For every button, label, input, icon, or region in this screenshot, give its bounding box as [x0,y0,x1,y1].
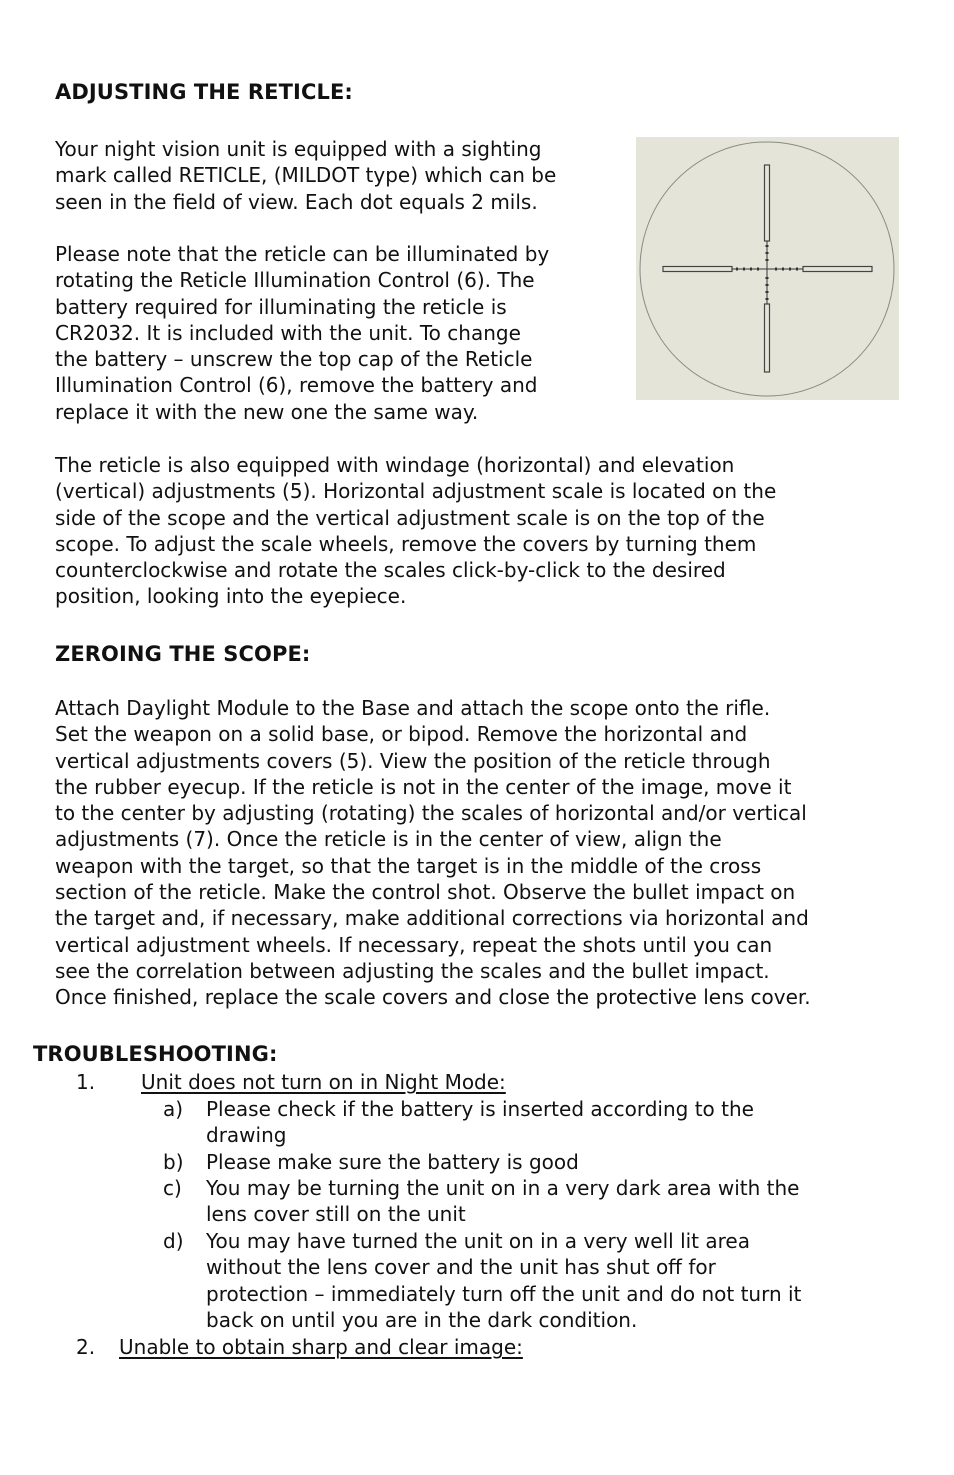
list-item [163,1149,903,1175]
list-item-text: Please make sure the battery is good [206,1150,579,1174]
list-item-text: You may have turned the unit on in a very well lit area without the lens cover and the unit has shut off for protection – immediately turn off the unit and do not turn it back on until you are in the dark condition. [206,1229,802,1332]
list-number: 1. [76,1070,96,1094]
list-number: 2. [76,1335,96,1359]
list-item [163,1228,903,1334]
reticle-crosshair-icon [636,137,899,400]
list-item-text: Please check if the battery is inserted according to the drawing [206,1097,754,1148]
list-item [163,1175,903,1227]
paragraph-reticle-intro: Your night vision unit is equipped with a sighting mark called RETICLE, (MILDOT type) which can be seen in the field of view. Each dot equals 2 mils. [55,137,557,214]
list-item [163,1096,903,1148]
section-heading-zeroing: ZEROING THE SCOPE: [55,642,311,666]
section-heading-adjusting-reticle: ADJUSTING THE RETICLE: [55,80,353,104]
list-letter: a) [163,1097,184,1121]
list-letter: d) [163,1229,184,1253]
list-letter: c) [163,1176,182,1200]
section-heading-troubleshooting: TROUBLESHOOTING: [33,1042,278,1066]
reticle-illustration [636,137,899,400]
paragraph-zeroing: Attach Daylight Module to the Base and attach the scope onto the rifle. Set the weapon on a solid base, or bipod. Remove the horizontal and vertical adjustments covers (5). View the position of the reticle through the rubber eyecup. If the reticle is not in the center of the image, move it to the center by adjusting (rotating) the scales of horizontal and/or vertical adjustments (7). Once the reticle is in the center of view, align the weapon with the target, so that the target is in the middle of the cross section of the reticle. Make the control shot. Observe the bullet impact on the target and, if necessary, make additional corrections via horizontal and vertical adjustment wheels. If necessary, repeat the shots until you can see the correlation between adjusting the scales and the bullet impact. Once finished, replace the scale covers and close the protective lens cover. [55,696,811,1010]
troubleshooting-item-title: Unable to obtain sharp and clear image: [119,1335,523,1359]
paragraph-reticle-illumination: Please note that the reticle can be illuminated by rotating the Reticle Illumination Control (6). The battery required for illuminating the reticle is CR2032. It is included with the unit. To change the battery – unscrew the top cap of the Reticle Illumination Control (6), remove the battery and replace it with the new one the same way. [55,242,550,424]
troubleshooting-item-title: Unit does not turn on in Night Mode: [141,1070,506,1094]
list-letter: b) [163,1150,184,1174]
list-item-text: You may be turning the unit on in a very dark area with the lens cover still on the unit [206,1176,800,1227]
paragraph-windage-elevation: The reticle is also equipped with windage (horizontal) and elevation (vertical) adjustments (5). Horizontal adjustment scale is located on the side of the scope and the vertical adjustment scale is on the top of the scope. To adjust the scale wheels, remove the covers by turning them counterclockwise and rotate the scales click-by-click to the desired position, looking into the eyepiece. [55,453,777,609]
